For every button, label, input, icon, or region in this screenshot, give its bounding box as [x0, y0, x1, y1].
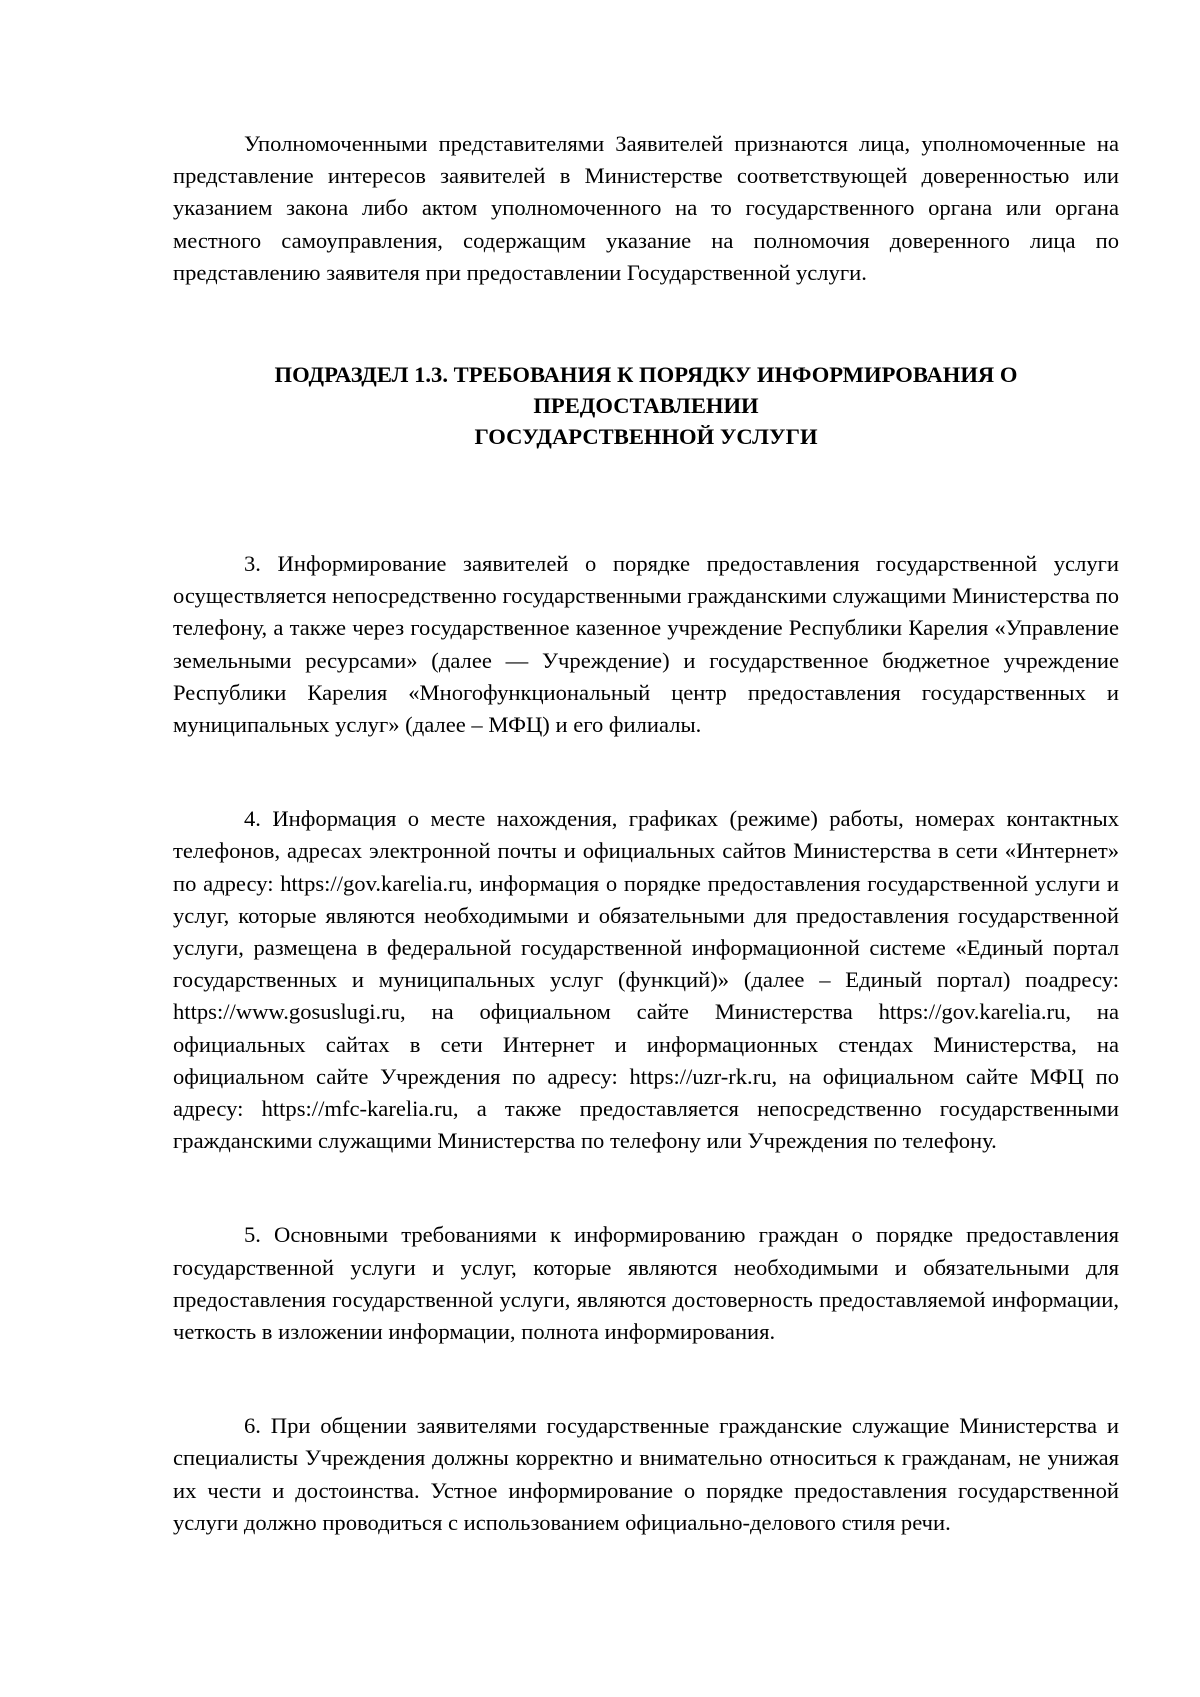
- document-body: [173, 128, 1119, 1539]
- intro-paragraph: Уполномоченными представителями Заявителей признаются лица, уполномоченные на представление интересов заявителей в Министерстве соответствующей доверенностью или указанием закона либо актом уполномоченного на то государственного органа или органа местного самоуправления, содержащим указание на полномочия доверенного лица по представлению заявителя при предоставлении Государственной услуги.: [173, 131, 1119, 285]
- paragraph-4: 4. Информация о месте нахождения, графиках (режиме) работы, номерах контактных телефонов, адресах электронной почты и официальных сайтов Министерства в сети «Интернет» по адресу: https://gov.karelia.ru, информация о порядке предоставления государственной услуги и услуг, которые являются необходимыми и обязательными для предоставления государственной услуги, размещена в федеральной государственной информационной системе «Единый портал государственных и муниципальных услуг (функций)» (далее – Единый портал) поадресу: https://www.gosuslugi.ru, на официальном сайте Министерства https://gov.karelia.ru, на официальных сайтах в сети Интернет и информационных стендах Министерства, на официальном сайте Учреждения по адресу: https://uzr-rk.ru, на официальном сайте МФЦ по адресу: https://mfc-karelia.ru, а также предоставляется непосредственно государственными гражданскими служащими Министерства по телефону или Учреждения по телефону.: [173, 806, 1119, 1154]
- paragraph-5: 5. Основными требованиями к информированию граждан о порядке предоставления государственной услуги и услуг, которые являются необходимыми и обязательными для предоставления государственной услуги, являются достоверность предоставляемой информации, четкость в изложении информации, полнота информирования.: [173, 1222, 1119, 1345]
- paragraph-3: 3. Информирование заявителей о порядке предоставления государственной услуги осуществляется непосредственно государственными гражданскими служащими Министерства по телефону, а также через государственное казенное учреждение Республики Карелия «Управление земельными ресурсами» (далее — Учреждение) и государственное бюджетное учреждение Республики Карелия «Многофункциональный центр предоставления государственных и муниципальных услуг» (далее – МФЦ) и его филиалы.: [173, 551, 1119, 738]
- section-heading-line-2: ПРЕДОСТАВЛЕНИИ: [533, 393, 759, 419]
- section-heading: [173, 359, 1119, 452]
- section-heading-line-1: ПОДРАЗДЕЛ 1.3. ТРЕБОВАНИЯ К ПОРЯДКУ ИНФОРМИРОВАНИЯ О: [274, 362, 1018, 388]
- paragraph-6: 6. При общении заявителями государственные гражданские служащие Министерства и специалисты Учреждения должны корректно и внимательно относиться к гражданам, не унижая их чести и достоинства. Устное информирование о порядке предоставления государственной услуги должно проводиться с использованием официально-делового стиля речи.: [173, 1413, 1119, 1535]
- section-heading-line-3: ГОСУДАРСТВЕННОЙ УСЛУГИ: [474, 424, 818, 450]
